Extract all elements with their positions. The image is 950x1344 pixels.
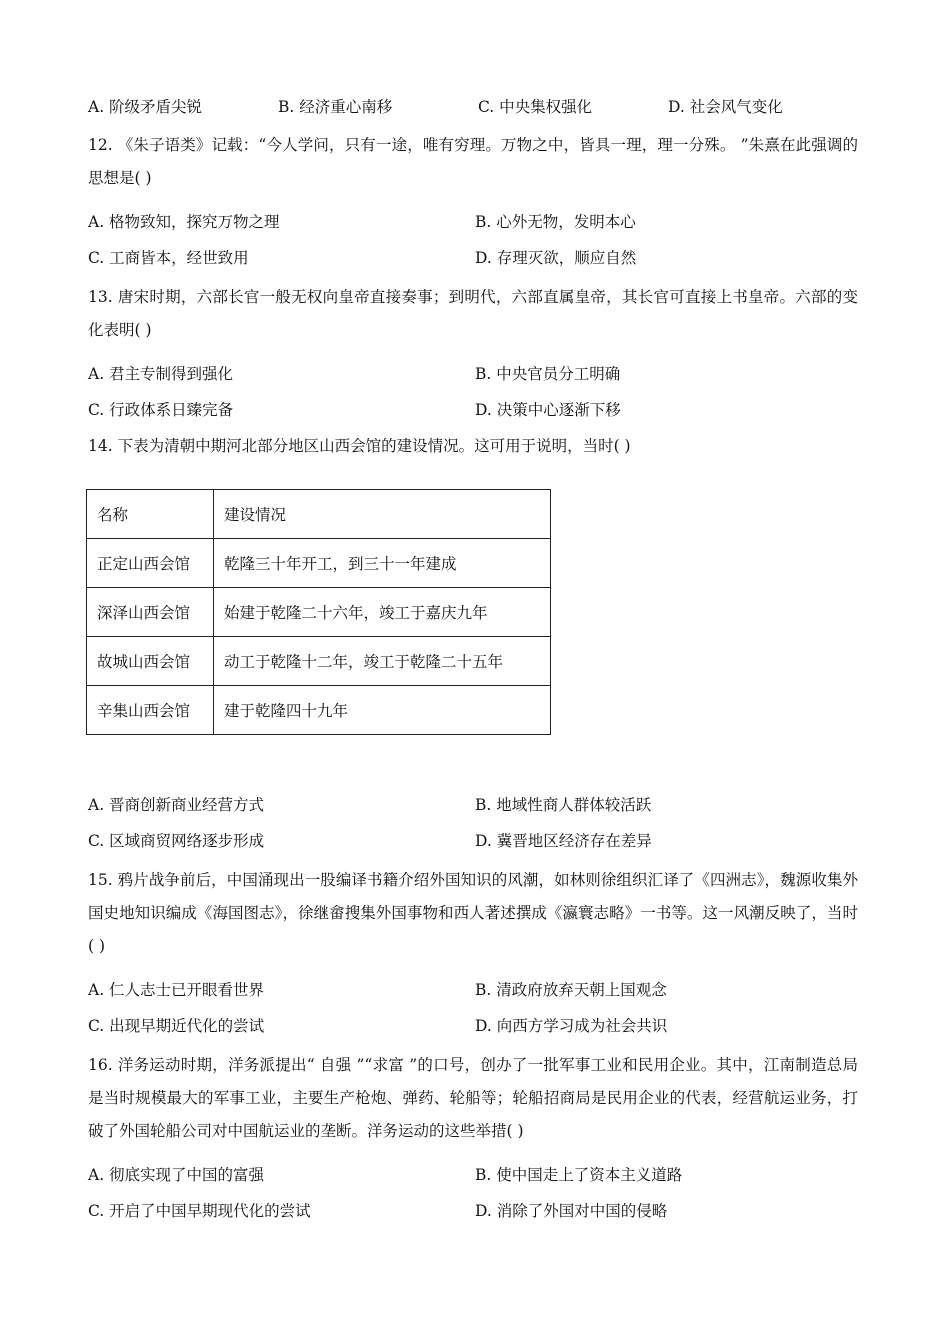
table-header-name: 名称 [87, 490, 214, 539]
q12-option-d[interactable]: D. 存理灭欲，顺应自然 [475, 249, 637, 267]
q12-stem: 12. 《朱子语类》记载：“今人学问，只有一途，唯有穷理。万物之中，皆具一理，理一分殊。 ”朱熹在此强调的思想是( ) [88, 136, 858, 187]
table-header-row [87, 490, 551, 539]
table-cell-status: 动工于乾隆十二年，竣工于乾隆二十五年 [214, 637, 551, 686]
table-cell-name: 辛集山西会馆 [87, 686, 214, 735]
table-cell-name: 深泽山西会馆 [87, 588, 214, 637]
table-row [87, 686, 551, 735]
q14-option-c[interactable]: C. 区域商贸网络逐步形成 [88, 832, 265, 850]
q11-option-c[interactable]: C. 中央集权强化 [478, 98, 593, 116]
q15-option-b[interactable]: B. 清政府放弃天朝上国观念 [475, 981, 667, 999]
q15-stem: 15. 鸦片战争前后，中国涌现出一股编译书籍介绍外国知识的风潮，如林则徐组织汇译了《四洲志》，魏源收集外国史地知识编成《海国图志》，徐继畲搜集外国事物和西人著述撰成《瀛寰志略》一书等。这一风潮反映了，当时( ) [88, 871, 858, 955]
table-cell-status: 建于乾隆四十九年 [214, 686, 551, 735]
q13-option-a[interactable]: A. 君主专制得到强化 [88, 365, 234, 383]
q16-stem: 16. 洋务运动时期，洋务派提出“ 自强 ”“求富 ”的口号，创办了一批军事工业和民用企业。其中，江南制造总局是当时规模最大的军事工业，主要生产枪炮、弹药、轮船等；轮船招商局是民用企业的代表，经营航运业务，打破了外国轮船公司对中国航运业的垄断。洋务运动的这些举措( ) [88, 1056, 858, 1140]
q14-stem: 14. 下表为清朝中期河北部分地区山西会馆的建设情况。这可用于说明，当时( ) [88, 437, 631, 455]
q12-option-c[interactable]: C. 工商皆本，经世致用 [88, 249, 249, 267]
table-row [87, 637, 551, 686]
table-cell-status: 始建于乾隆二十六年，竣工于嘉庆九年 [214, 588, 551, 637]
table-row [87, 588, 551, 637]
q11-option-d[interactable]: D. 社会风气变化 [668, 98, 783, 116]
q14-option-a[interactable]: A. 晋商创新商业经营方式 [88, 796, 265, 814]
q11-option-b[interactable]: B. 经济重心南移 [278, 98, 393, 116]
q12-option-a[interactable]: A. 格物致知，探究万物之理 [88, 213, 280, 231]
q14-table [86, 489, 551, 735]
q16-option-d[interactable]: D. 消除了外国对中国的侵略 [475, 1202, 668, 1220]
table-cell-name: 正定山西会馆 [87, 539, 214, 588]
q13-option-c[interactable]: C. 行政体系日臻完备 [88, 401, 234, 419]
q16-option-c[interactable]: C. 开启了中国早期现代化的尝试 [88, 1202, 311, 1220]
q13-option-b[interactable]: B. 中央官员分工明确 [475, 365, 621, 383]
q15-option-a[interactable]: A. 仁人志士已开眼看世界 [88, 981, 265, 999]
table-header-status: 建设情况 [214, 490, 551, 539]
q16-option-b[interactable]: B. 使中国走上了资本主义道路 [475, 1166, 683, 1184]
table-row [87, 539, 551, 588]
q12-option-b[interactable]: B. 心外无物，发明本心 [475, 213, 636, 231]
q14-option-d[interactable]: D. 冀晋地区经济存在差异 [475, 832, 652, 850]
q15-option-c[interactable]: C. 出现早期近代化的尝试 [88, 1017, 265, 1035]
table-cell-name: 故城山西会馆 [87, 637, 214, 686]
q13-option-d[interactable]: D. 决策中心逐渐下移 [475, 401, 621, 419]
q13-stem: 13. 唐宋时期，六部长官一般无权向皇帝直接奏事；到明代，六部直属皇帝，其长官可直接上书皇帝。六部的变化表明( ) [88, 288, 858, 339]
q14-option-b[interactable]: B. 地域性商人群体较活跃 [475, 796, 652, 814]
q11-option-a[interactable]: A. 阶级矛盾尖锐 [88, 98, 203, 116]
table-cell-status: 乾隆三十年开工，到三十一年建成 [214, 539, 551, 588]
q15-option-d[interactable]: D. 向西方学习成为社会共识 [475, 1017, 668, 1035]
q16-option-a[interactable]: A. 彻底实现了中国的富强 [88, 1166, 265, 1184]
